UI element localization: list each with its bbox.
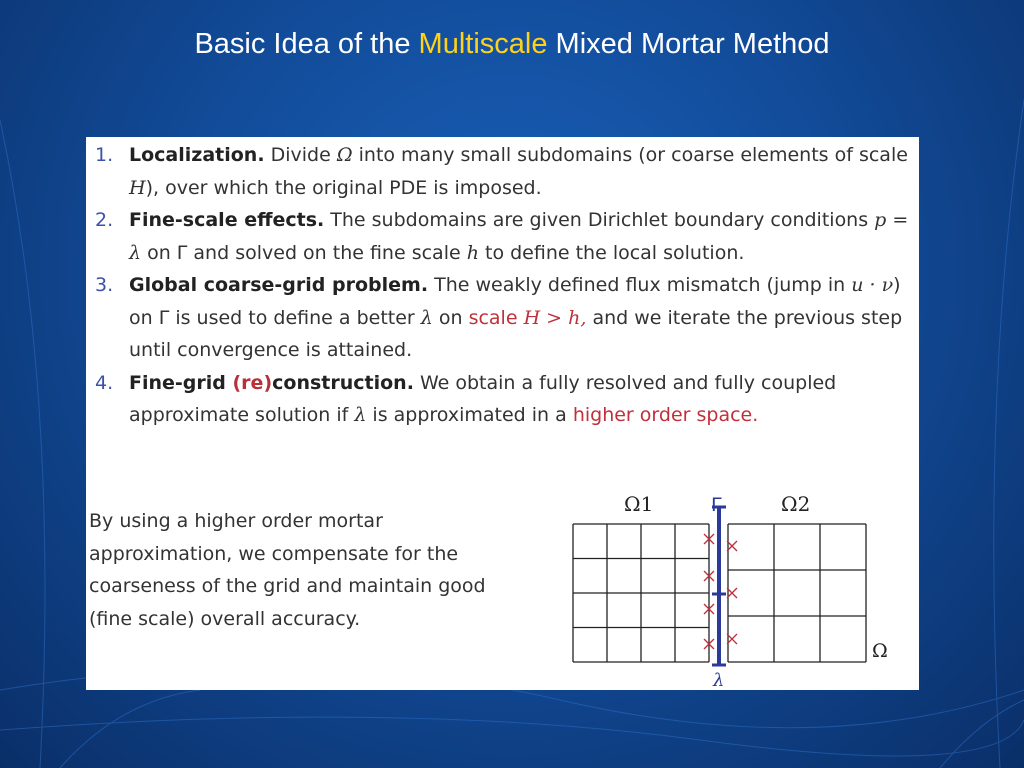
- list-item: 4. Fine-grid (re)construction. We obtain a fully resolved and fully coupled approximate solution if λ is approximated in a higher order space.: [95, 371, 837, 426]
- title-highlight: Multiscale: [418, 28, 548, 60]
- list-item: 1. Localization. Divide Ω into many small subdomains (or coarse elements of scale H), over which the original PDE is imposed.: [95, 144, 908, 199]
- omega-label: Ω: [872, 640, 888, 662]
- mortar-grid-diagram: [566, 487, 906, 690]
- gamma-label: Γ: [711, 494, 722, 516]
- omega1-label: Ω1: [624, 492, 654, 516]
- lambda-label: λ: [713, 670, 725, 690]
- omega2-label: Ω2: [781, 492, 811, 516]
- summary-paragraph: By using a higher order mortar approximation, we compensate for the coarseness of the grid and maintain good (fine scale) overall accuracy.: [89, 510, 486, 630]
- steps-list: [86, 139, 919, 432]
- content-panel: [86, 137, 919, 690]
- list-item: 2. Fine-scale effects. The subdomains are given Dirichlet boundary conditions p = λ on Γ and solved on the fine scale h to define the local solution.: [95, 209, 909, 264]
- slide-title: Basic Idea of the Multiscale Mixed Mortar Method: [194, 28, 830, 60]
- list-item: 3. Global coarse-grid problem. The weakly defined flux mismatch (jump in u · ν) on Γ is used to define a better λ on scale H > h, and we iterate the previous step until convergence is attained.: [95, 274, 903, 361]
